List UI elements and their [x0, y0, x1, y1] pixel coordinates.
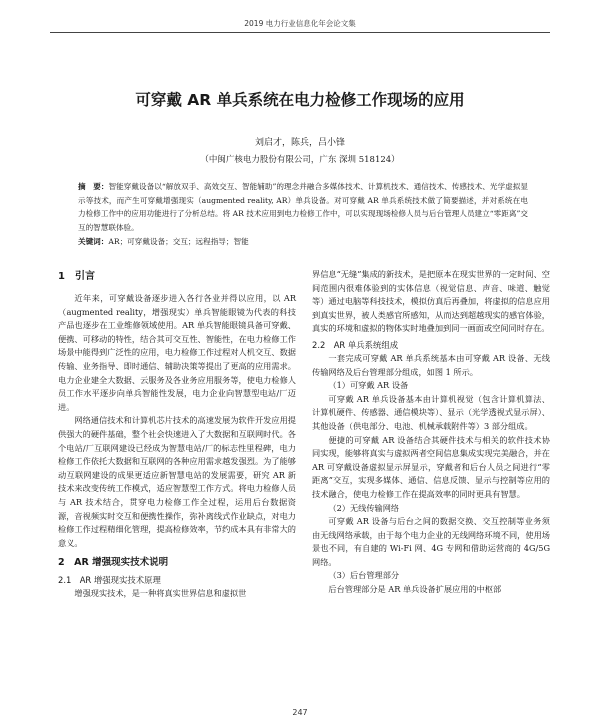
subsection-2-1-heading: 2.1 AR 增强现实技术原理 — [58, 575, 161, 586]
keywords-text: AR；可穿戴设备；交互；远程指导；智能 — [108, 237, 249, 246]
running-header: 2019 电力行业信息化年会论文集 — [244, 19, 356, 28]
right-column — [312, 268, 550, 597]
paper-title: 可穿戴 AR 单兵系统在电力检修工作现场的应用 — [135, 91, 465, 109]
paragraph: 便捷的可穿戴 AR 设备结合其硬件技术与相关的软件技术协同实现，能够将真实与虚拟两者空间信息集成实现完美融合，并在 AR 可穿戴设备虚拟显示屏显示，穿戴者和后台人员之间进行“零距离”交互，实现多媒体、通信、信息反馈、显示与控制等应用的技术融合，使电力检修工作在提高效率的同时更具有智慧。 — [312, 434, 550, 499]
paragraph: 可穿戴 AR 单兵设备基本由计算机视觉（包含计算机算法、计算机硬件、传感器、通信模块等）、显示（光学透视式显示屏）、其他设备（供电部分、电池、机械承载附件等）3 部分组成。 — [312, 393, 550, 431]
paragraph: 可穿戴 AR 设备与后台之间的数据交换、交互控制等业务须由无线网络承载，由于每个电力企业的无线网络环境不同，使用场景也不同，有自建的 Wi-Fi 网、4G 专网和借助运营商的 4G/5G 网络。 — [312, 516, 550, 567]
abstract — [78, 180, 528, 234]
keywords — [78, 235, 528, 249]
section-1-heading: 1 引言 — [58, 271, 95, 282]
paragraph: 近年来，可穿戴设备逐步进入各行各业并得以应用，以 AR（augmented reality，增强现实）单兵智能眼镜为代表的科技产品也逐步在工业维修领域使用。AR 单兵智能眼镜具备可穿戴、便携、可移动的特性，结合其可交互性、智能性，在电力检修工作场景中能得到广泛性的应用，电力检修工作过程对人机交互、数据传输、业务指导、即时通信、辅助决策等提出了更高的应用需求。电力企业建全大数据、云服务及各业务应用服务等，使电力检修人员工作水平逐步向单兵智能性发展，电力企业向智慧型电站/厂迈进。 — [58, 293, 296, 412]
affiliation: （中闽广核电力股份有限公司，广东 深圳 518124） — [200, 155, 400, 165]
page-number: 247 — [292, 708, 308, 717]
list-item-heading: （3）后台管理部分 — [328, 570, 400, 581]
list-item-heading: （1）可穿戴 AR 设备 — [328, 380, 409, 391]
paragraph: 网络通信技术和计算机芯片技术的高速发展为软件开发应用提供强大的硬件基础，整个社会快速进入了大数据和互联网时代。各个电站/厂互联网建设已经成为智慧电站/厂的标志性里程碑，电力检修工作依托大数据和互联网的各种应用需求越发强烈。为了能够动互联网建设的成果更适应新智慧电站的发展需要，研究 AR 新技术来改变传统工作模式，适应智慧型工作方式。将电力检修人员与 AR 技术结合，贯穿电力检修工作全过程，运用后台数据资源，音视频实时交互和便携性操作，弥补离线式作业缺点，对电力检修工作过程精细化管理，提高检修效率，节约成本具有非常大的意义。 — [58, 415, 296, 548]
authors: 刘启才，陈兵，吕小锋 — [254, 138, 345, 148]
header-rule — [50, 32, 550, 33]
abstract-label: 摘 要： — [78, 182, 109, 191]
keywords-label: 关键词： — [78, 237, 109, 246]
list-item-heading: （2）无线传输网络 — [328, 502, 400, 513]
subsection-2-2-heading: 2.2 AR 单兵系统组成 — [312, 339, 399, 350]
abstract-text: 智能穿戴设备以“解放双手、高效交互、智能辅助”的理念并融合多媒体技术、计算机技术、通信技术、传感技术、光学虚拟显示等技术，而产生可穿戴增强现实（augmented reality, AR）单兵设备。对可穿戴 AR 单兵系统技术做了简要描述，并对系统在电力检修工作中的应用功能进行了分析总结。将 AR 技术应用到电力检修工作中，可以实现现场检修人员与后台管理人员建立“零距离”交互的智慧联体验。 — [78, 182, 528, 232]
paragraph: 后台管理部分是 AR 单兵设备扩展应用的中枢部 — [328, 584, 502, 595]
paragraph: 增强现实技术，是一种将真实世界信息和虚拟世 — [74, 588, 247, 599]
left-column — [58, 268, 296, 601]
section-2-heading: 2 AR 增强现实技术说明 — [58, 557, 169, 569]
paragraph: 一套完成可穿戴 AR 单兵系统基本由可穿戴 AR 设备、无线传输网络及后台管理部分组成，如图 1 所示。 — [312, 352, 550, 377]
paragraph: 界信息“无缝”集成的新技术，是把原本在现实世界的一定时间、空间范围内很难体验到的实体信息（视觉信息、声音、味道、触觉等）通过电脑等科技技术，模拟仿真后再叠加，将虚拟的信息应用到真实世界，被人类感官所感知，从而达到超越现实的感官体验，真实的环境和虚拟的物体实时地叠加到同一画面或空间同时存在。 — [312, 269, 550, 334]
